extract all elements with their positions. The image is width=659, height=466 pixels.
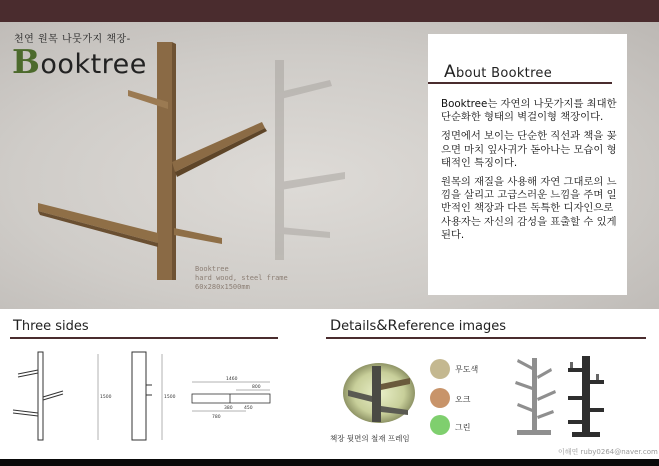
spec-caption (195, 265, 288, 292)
three-sides-title (13, 318, 89, 334)
details-divider (326, 337, 646, 339)
author-credit: 이해연 ruby0264@naver.com (558, 448, 658, 456)
spec-dimensions: 60x280x1500mm (195, 283, 250, 291)
about-paragraph-3: 원목의 재질을 사용해 자연 그대로의 느낌을 살리고 고급스러운 느낌을 주며 일반적인 책장과 다른 독특한 디자인으로 사용자는 자신의 감성을 표출할 수 있게 된다. (441, 176, 617, 241)
product-subtitle: 천연 원목 나뭇가지 책장- (14, 34, 131, 45)
details-initial-r: R (387, 318, 398, 334)
swatch-label-green: 그린 (455, 423, 471, 432)
front-height-dim: 1500 (100, 395, 112, 400)
details-title (330, 318, 506, 334)
top-banner (0, 0, 659, 22)
about-panel (428, 34, 627, 295)
details-rest: etails (341, 319, 377, 334)
front-view-drawing (8, 350, 112, 445)
about-paragraph-2: 정면에서 보이는 단순한 직선과 책을 꽂으면 마치 잎사귀가 돋아나는 모습이 형태적인 특징이다. (441, 130, 617, 169)
swatch-oak (430, 388, 450, 408)
swatch-label-oak: 오크 (455, 395, 471, 404)
reference-tree-shelf-dark (562, 350, 612, 440)
details-rest-b: eference images (397, 319, 507, 334)
swatch-label-natural: 무도색 (455, 365, 479, 374)
spec-material: hard wood, steel frame (195, 274, 288, 282)
top-total-dim: 1460 (226, 377, 238, 382)
three-sides-divider (10, 337, 278, 339)
top-small-dim-3: 780 (212, 415, 221, 420)
swatch-green (430, 415, 450, 435)
title-rest: ooktree (40, 49, 147, 80)
detail-photo-caption: 책장 뒷면의 철재 프레임 (330, 434, 410, 443)
title-initial: B (12, 42, 41, 81)
detail-photo-steel-frame (342, 362, 416, 424)
about-divider (428, 82, 612, 84)
about-title (444, 62, 552, 82)
hero-panel (0, 22, 659, 309)
three-sides-rest: hree sides (21, 319, 89, 334)
side-height-dim: 1500 (164, 395, 176, 400)
swatch-natural (430, 359, 450, 379)
about-paragraph-1: Booktree는 자연의 나뭇가지를 최대한 단순화한 형태의 벽걸이형 책장이다. (441, 98, 617, 124)
top-seg-dim: 800 (252, 385, 261, 390)
three-sides-initial: T (13, 318, 22, 334)
side-view-drawing (124, 350, 174, 445)
details-ampersand: & (376, 318, 388, 334)
spec-name: Booktree (195, 265, 229, 273)
about-title-rest: bout Booktree (455, 66, 553, 81)
top-small-dim-1: 380 (224, 406, 233, 411)
top-small-dim-2: 450 (244, 406, 253, 411)
bottom-bar (0, 459, 659, 466)
reference-tree-shelf-gray (505, 350, 565, 440)
details-initial-d: D (330, 318, 342, 334)
top-view-drawing (186, 376, 276, 421)
about-body (441, 98, 623, 248)
product-title (12, 42, 147, 81)
about-title-initial: A (444, 62, 456, 82)
